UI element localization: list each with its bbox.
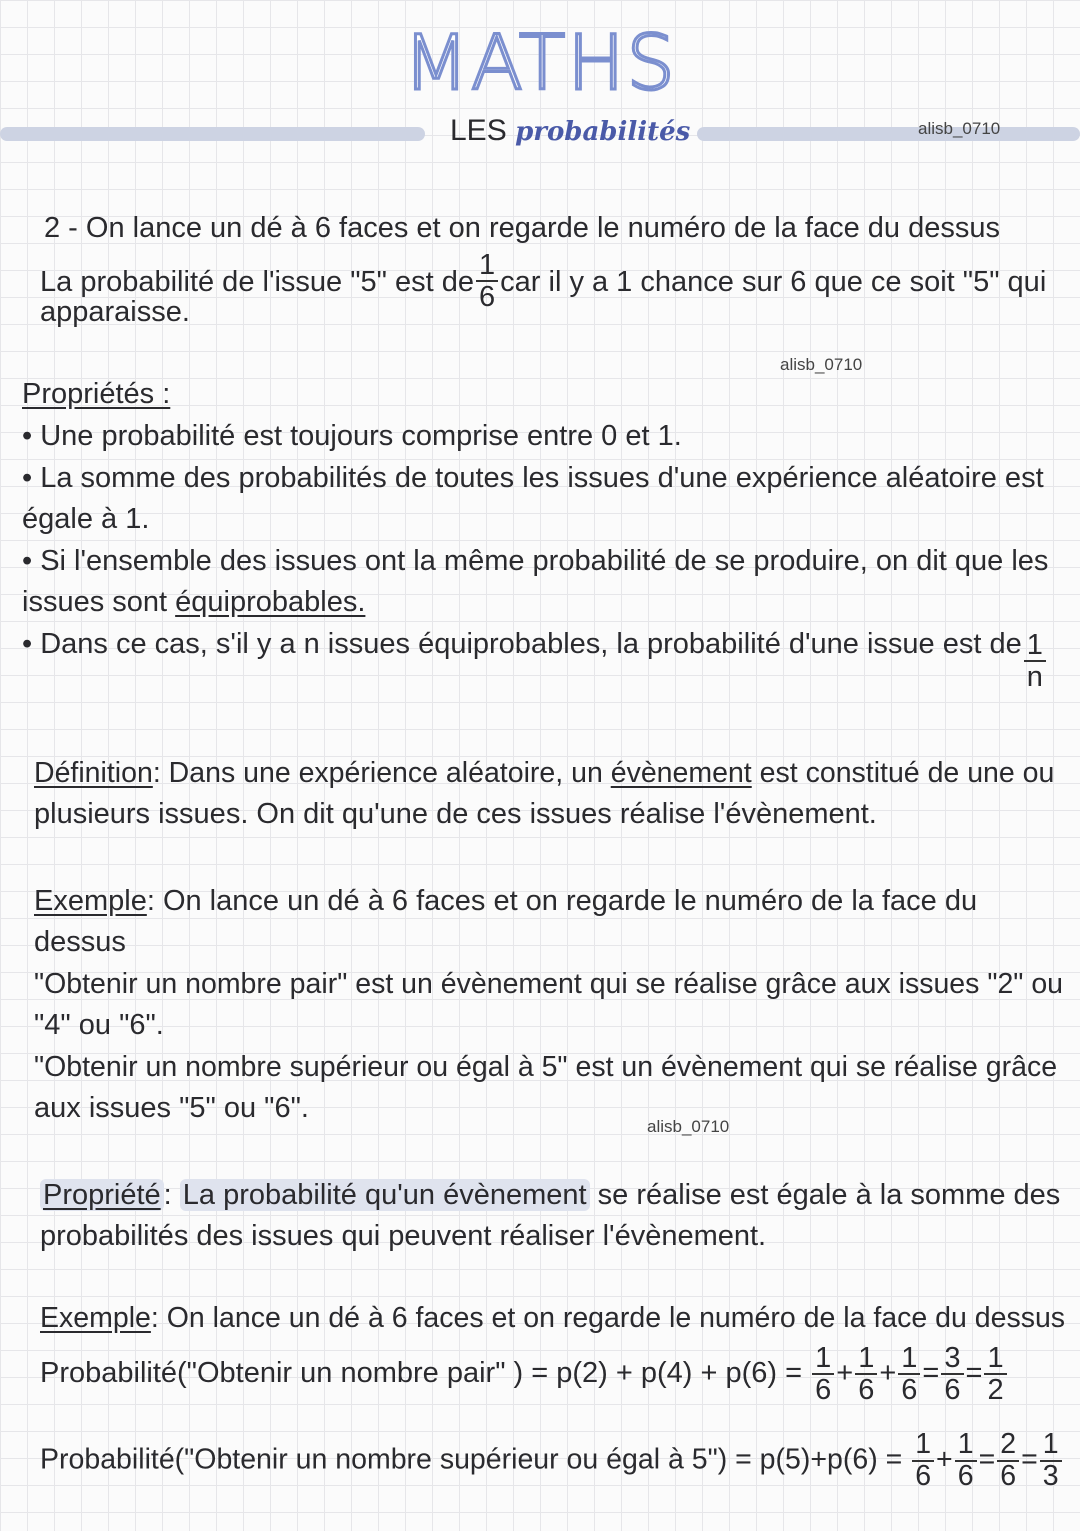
example-text: : On lance un dé à 6 faces et on regarde le numéro de la face du dessus (150, 1302, 1066, 1334)
frac-den: 6 (479, 281, 496, 314)
frac-term (898, 1343, 920, 1406)
formula-sup5 (40, 1430, 1064, 1492)
example-b-line1 (40, 1302, 1065, 1335)
frac-term (812, 1343, 834, 1406)
frac-den: 6 (957, 1459, 974, 1492)
frac-num: 1 (984, 1343, 1006, 1375)
fraction-one-sixth (476, 250, 498, 313)
example-a-line2: dessus (34, 926, 126, 958)
property-bullet-3-cont (22, 586, 365, 619)
subtitle-prefix: LES (450, 114, 507, 147)
watermark: alisb_0710 (780, 355, 863, 374)
fraction-one-over-n (1024, 630, 1046, 693)
frac-num: 1 (1040, 1430, 1062, 1462)
frac-den: 2 (987, 1374, 1004, 1407)
definition-label: Définition (34, 757, 153, 789)
frac-den: 6 (815, 1374, 832, 1407)
property2-text: : (163, 1179, 180, 1211)
example-a-line3: "Obtenir un nombre pair" est un évènement qui se réalise grâce aux issues "2" ou (34, 968, 1064, 1000)
frac-den: 6 (901, 1374, 918, 1407)
plus-sign: + (879, 1357, 897, 1390)
example-text: : On lance un dé à 6 faces et on regarde le numéro de la face du (146, 885, 978, 917)
example2-text: car il y a 1 chance sur 6 que ce soit "5" qui (500, 266, 1047, 299)
frac-den: 6 (858, 1374, 875, 1407)
frac-term (855, 1343, 877, 1406)
property-bullet-2: • La somme des probabilités de toutes les issues d'une expérience aléatoire est (22, 462, 1044, 494)
frac-num: 1 (898, 1343, 920, 1375)
property2-line2: probabilités des issues qui peuvent réaliser l'évènement. (40, 1220, 767, 1252)
property2-text: se réalise est égale à la somme des (589, 1179, 1061, 1211)
property-bullet-3: • Si l'ensemble des issues ont la même probabilité de se produire, on dit que les (22, 545, 1049, 577)
equals-sign: = (965, 1357, 983, 1390)
frac-num: 3 (941, 1343, 963, 1375)
frac-num: 1 (1024, 630, 1046, 662)
properties-heading: Propriétés : (22, 378, 171, 410)
property2-line1 (40, 1179, 1060, 1212)
example2-text: La probabilité de l'issue "5" est de (40, 266, 475, 299)
page-title: MATHS (403, 18, 677, 107)
example-a-line1 (34, 885, 977, 918)
bullet-text: Dans ce cas, s'il y a n issues équiprobables, la probabilité d'une issue est de (40, 628, 1022, 660)
frac-den: 6 (1000, 1459, 1017, 1492)
example-a-line4: "4" ou "6". (34, 1009, 164, 1041)
plus-sign: + (836, 1357, 854, 1390)
frac-result (941, 1343, 963, 1406)
author-tag: alisb_0710 (918, 119, 1001, 138)
example-a-line5: "Obtenir un nombre supérieur ou égal à 5" est un évènement qui se réalise grâce (34, 1051, 1058, 1083)
formula-text: Probabilité("Obtenir un nombre supérieur ou égal à 5") = p(5)+p(6) = (40, 1443, 903, 1476)
property-bullet-1: • Une probabilité est toujours comprise entre 0 et 1. (22, 420, 682, 452)
frac-den: n (1026, 661, 1043, 694)
subtitle-emphasis: probabilités (515, 117, 691, 147)
definition-text: est constitué de une ou (751, 757, 1055, 789)
frac-num: 1 (812, 1343, 834, 1375)
frac-den: 3 (1042, 1459, 1059, 1492)
header-bar-right (697, 127, 1080, 141)
bullet-text: La somme des probabilités de toutes les issues d'une expérience aléatoire est (40, 462, 1044, 494)
formula-pair (40, 1343, 1009, 1406)
example2-line1: 2 - On lance un dé à 6 faces et on regarde le numéro de la face du dessus (44, 212, 1000, 244)
watermark: alisb_0710 (647, 1117, 730, 1136)
definition-line1 (34, 757, 1054, 790)
frac-den: 6 (944, 1374, 961, 1407)
equals-sign: = (1021, 1443, 1038, 1476)
keyword-equiprobables: équiprobables. (175, 586, 366, 618)
frac-num: 1 (476, 250, 498, 282)
frac-term (955, 1430, 977, 1492)
definition-line2: plusieurs issues. On dit qu'une de ces issues réalise l'évènement. (34, 798, 877, 830)
example2-line3: apparaisse. (40, 296, 190, 328)
frac-simplified (1040, 1430, 1062, 1492)
header-bar-left (0, 127, 425, 141)
property2-label: Propriété (40, 1179, 164, 1211)
property-bullet-2-cont: égale à 1. (22, 503, 150, 535)
frac-den: 6 (915, 1459, 932, 1492)
keyword-evenement: évènement (610, 757, 752, 789)
equals-sign: = (978, 1443, 996, 1476)
frac-simplified (984, 1343, 1006, 1406)
definition-text: : Dans une expérience aléatoire, un (152, 757, 611, 789)
property-bullet-4: • Dans ce cas, s'il y a n issues équiprobables, la probabilité d'une issue est de $\frac{1}{n}$ (22, 628, 1048, 693)
example2-line2 (40, 249, 1047, 314)
frac-num: 2 (997, 1430, 1019, 1462)
property2-highlight: La probabilité qu'un évènement (180, 1179, 590, 1211)
example-label: Exemple (34, 885, 147, 917)
frac-num: 1 (855, 1343, 877, 1375)
frac-result (997, 1430, 1019, 1492)
plus-sign: + (936, 1443, 953, 1476)
frac-num: 1 (955, 1430, 977, 1462)
example-label: Exemple (40, 1302, 151, 1334)
formula-text: Probabilité("Obtenir un nombre pair" ) = p(2) + p(4) + p(6) = (40, 1357, 803, 1390)
frac-num: 1 (912, 1430, 934, 1462)
example-a-line6: aux issues "5" ou "6". (34, 1092, 309, 1124)
bullet-text: Si l'ensemble des issues ont la même probabilité de se produire, on dit que les (40, 545, 1049, 577)
frac-term (912, 1430, 934, 1492)
bullet-text: issues sont (22, 586, 176, 618)
bullet-text: Une probabilité est toujours comprise entre 0 et 1. (40, 420, 682, 452)
equals-sign: = (922, 1357, 940, 1390)
page-subtitle (450, 114, 690, 148)
